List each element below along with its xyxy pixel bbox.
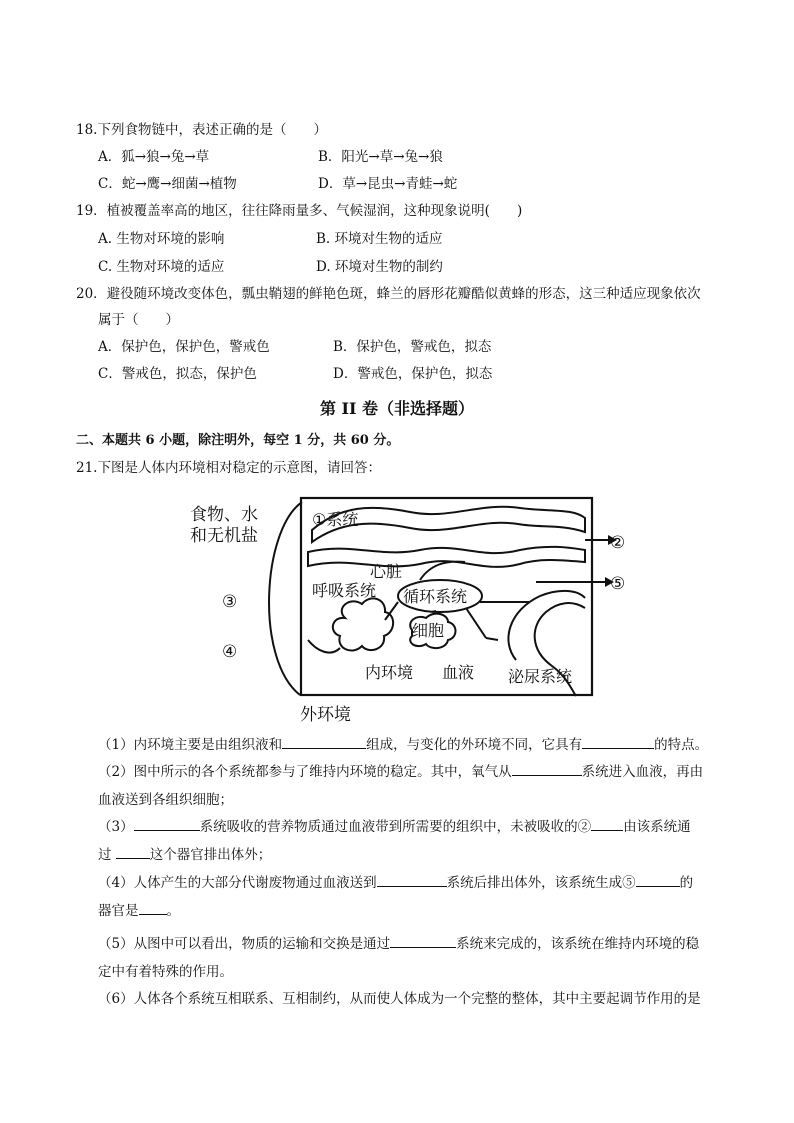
q21-sub4-text-e: 。 <box>166 903 180 919</box>
q21-sub5 <box>98 930 738 986</box>
q19-stem: 19．植被覆盖率高的地区，往往降雨量多、气候湿润，这种现象说明( ) <box>76 203 523 219</box>
q21-sub1 <box>98 731 738 759</box>
q21-sub4-text-a: （4）人体产生的大部分代谢废物通过血液送到 <box>98 875 377 891</box>
label-urinary: 泌尿系统 <box>508 667 573 686</box>
q21-sub1-blank-1[interactable] <box>282 734 366 749</box>
q21-sub4 <box>98 869 738 925</box>
q21-sub3-text-b: 系统吸收的营养物质通过血液带到所需要的组织中，未被吸收的② <box>199 819 592 835</box>
q20-option-b: B．保护色，警戒色，拟态 <box>333 339 492 355</box>
label-circulatory: 循环系统 <box>403 587 468 606</box>
q18-option-c: C．蛇→鹰→细菌→植物 <box>98 176 237 192</box>
q21-sub2-text-a: （2）图中所示的各个系统都参与了维持内环境的稳定。其中，氧气从 <box>98 764 512 780</box>
q18-option-b: B．阳光→草→兔→狼 <box>318 149 443 165</box>
label-food-water: 食物、水 <box>190 505 258 525</box>
q21-sub4-blank-1[interactable] <box>377 872 447 887</box>
q21-sub5-text-b: 系统来完成的，该系统在维持内环境的稳 <box>456 936 700 952</box>
label-heart: 心脏 <box>370 562 403 581</box>
q21-sub3-text-d: 过 <box>98 847 112 863</box>
q21-sub1-text-c: 的特点。 <box>654 737 709 753</box>
label-inorganic-salt: 和无机盐 <box>190 526 258 546</box>
q21-sub3-text-c: 由该系统通 <box>623 819 691 835</box>
label-4: ④ <box>222 642 238 662</box>
section-title: 第 II 卷（非选择题） <box>319 399 475 418</box>
q20-stem-line1: 20．避役随环境改变体色，瓢虫鞘翅的鲜艳色斑，蜂兰的唇形花瓣酷似黄蜂的形态，这三种适应现象依次 <box>76 286 701 302</box>
q21-sub4-blank-2[interactable] <box>636 872 680 887</box>
q21-sub2-text-c: 血液送到各组织细胞； <box>98 792 233 808</box>
q21-sub4-blank-3[interactable] <box>139 900 167 915</box>
q21-sub4-text-c: 的 <box>679 875 694 891</box>
q18-stem: 18.下列食物链中，表述正确的是（ ） <box>76 122 327 138</box>
q18-option-d: D．草→昆虫→青蛙→蛇 <box>318 176 458 192</box>
q21-sub4-text-b: 系统后排出体外，该系统生成⑤ <box>446 875 636 891</box>
outer-bracket <box>269 502 302 695</box>
q21-sub2-blank-1[interactable] <box>512 761 582 776</box>
q21-sub3-text-e: 这个器官排出体外； <box>149 847 272 863</box>
q20-stem-line2: 属于（ ） <box>98 312 179 328</box>
q20-option-d: D．警戒色，保护色，拟态 <box>333 366 493 382</box>
q21-sub3 <box>98 813 738 869</box>
heart-vessel <box>420 562 465 580</box>
label-internal-env: 内环境 <box>365 663 414 682</box>
q18-option-a: A．狐→狼→兔→草 <box>98 149 210 165</box>
q21-sub1-text-a: （1）内环境主要是由组织液和 <box>98 737 283 753</box>
lung-cloud <box>333 598 393 650</box>
label-3: ③ <box>222 592 238 612</box>
q20-option-c: C．警戒色，拟态，保护色 <box>98 366 257 382</box>
q21-sub6 <box>98 985 738 1013</box>
q21-sub3-blank-1[interactable] <box>134 816 200 831</box>
q21-sub5-text-a: （5）从图中可以看出，物质的运输和交换是通过 <box>98 936 391 952</box>
blood-vessel <box>308 547 585 567</box>
label-blood: 血液 <box>442 663 475 682</box>
q21-sub3-blank-3[interactable] <box>116 844 150 859</box>
q21-sub4-text-d: 器官是 <box>98 903 139 919</box>
internal-environment-diagram <box>180 490 640 730</box>
q21-sub1-text-b: 组成，与变化的外环境不同，它具有 <box>366 737 583 753</box>
q21-sub1-blank-2[interactable] <box>582 734 654 749</box>
q21-sub2-text-b: 系统进入血液，再由 <box>581 764 704 780</box>
label-5: ⑤ <box>610 574 626 594</box>
q21-sub5-text-c: 定中有着特殊的作用。 <box>98 964 233 980</box>
q19-option-a: A. 生物对环境的影响 <box>98 231 225 247</box>
q19-option-c: C. 生物对环境的适应 <box>98 259 225 275</box>
q19-option-d: D. 环境对生物的制约 <box>316 259 443 275</box>
label-external-env: 外环境 <box>300 705 351 725</box>
q21-sub6-text-a: （6）人体各个系统互相联系、互相制约，从而使人体成为一个完整的整体，其中主要起调节作用的是 <box>98 991 701 1007</box>
airway <box>308 640 340 653</box>
section-instruction: 二、本题共 6 小题，除注明外，每空 1 分，共 60 分。 <box>76 433 400 448</box>
q21-sub3-text-a: （3） <box>98 819 134 835</box>
q21-sub5-blank-1[interactable] <box>390 933 456 948</box>
q19-option-b: B. 环境对生物的适应 <box>316 231 443 247</box>
q21-stem: 21.下图是人体内环境相对稳定的示意图，请回答： <box>76 460 381 476</box>
q20-option-a: A．保护色，保护色，警戒色 <box>98 339 270 355</box>
label-cell: 细胞 <box>412 621 445 640</box>
label-system-1: ①系统 <box>312 510 359 529</box>
label-respiratory: 呼吸系统 <box>312 581 377 600</box>
label-2: ② <box>610 533 626 553</box>
q21-sub2 <box>98 758 738 814</box>
q21-sub3-blank-2[interactable] <box>591 816 623 831</box>
